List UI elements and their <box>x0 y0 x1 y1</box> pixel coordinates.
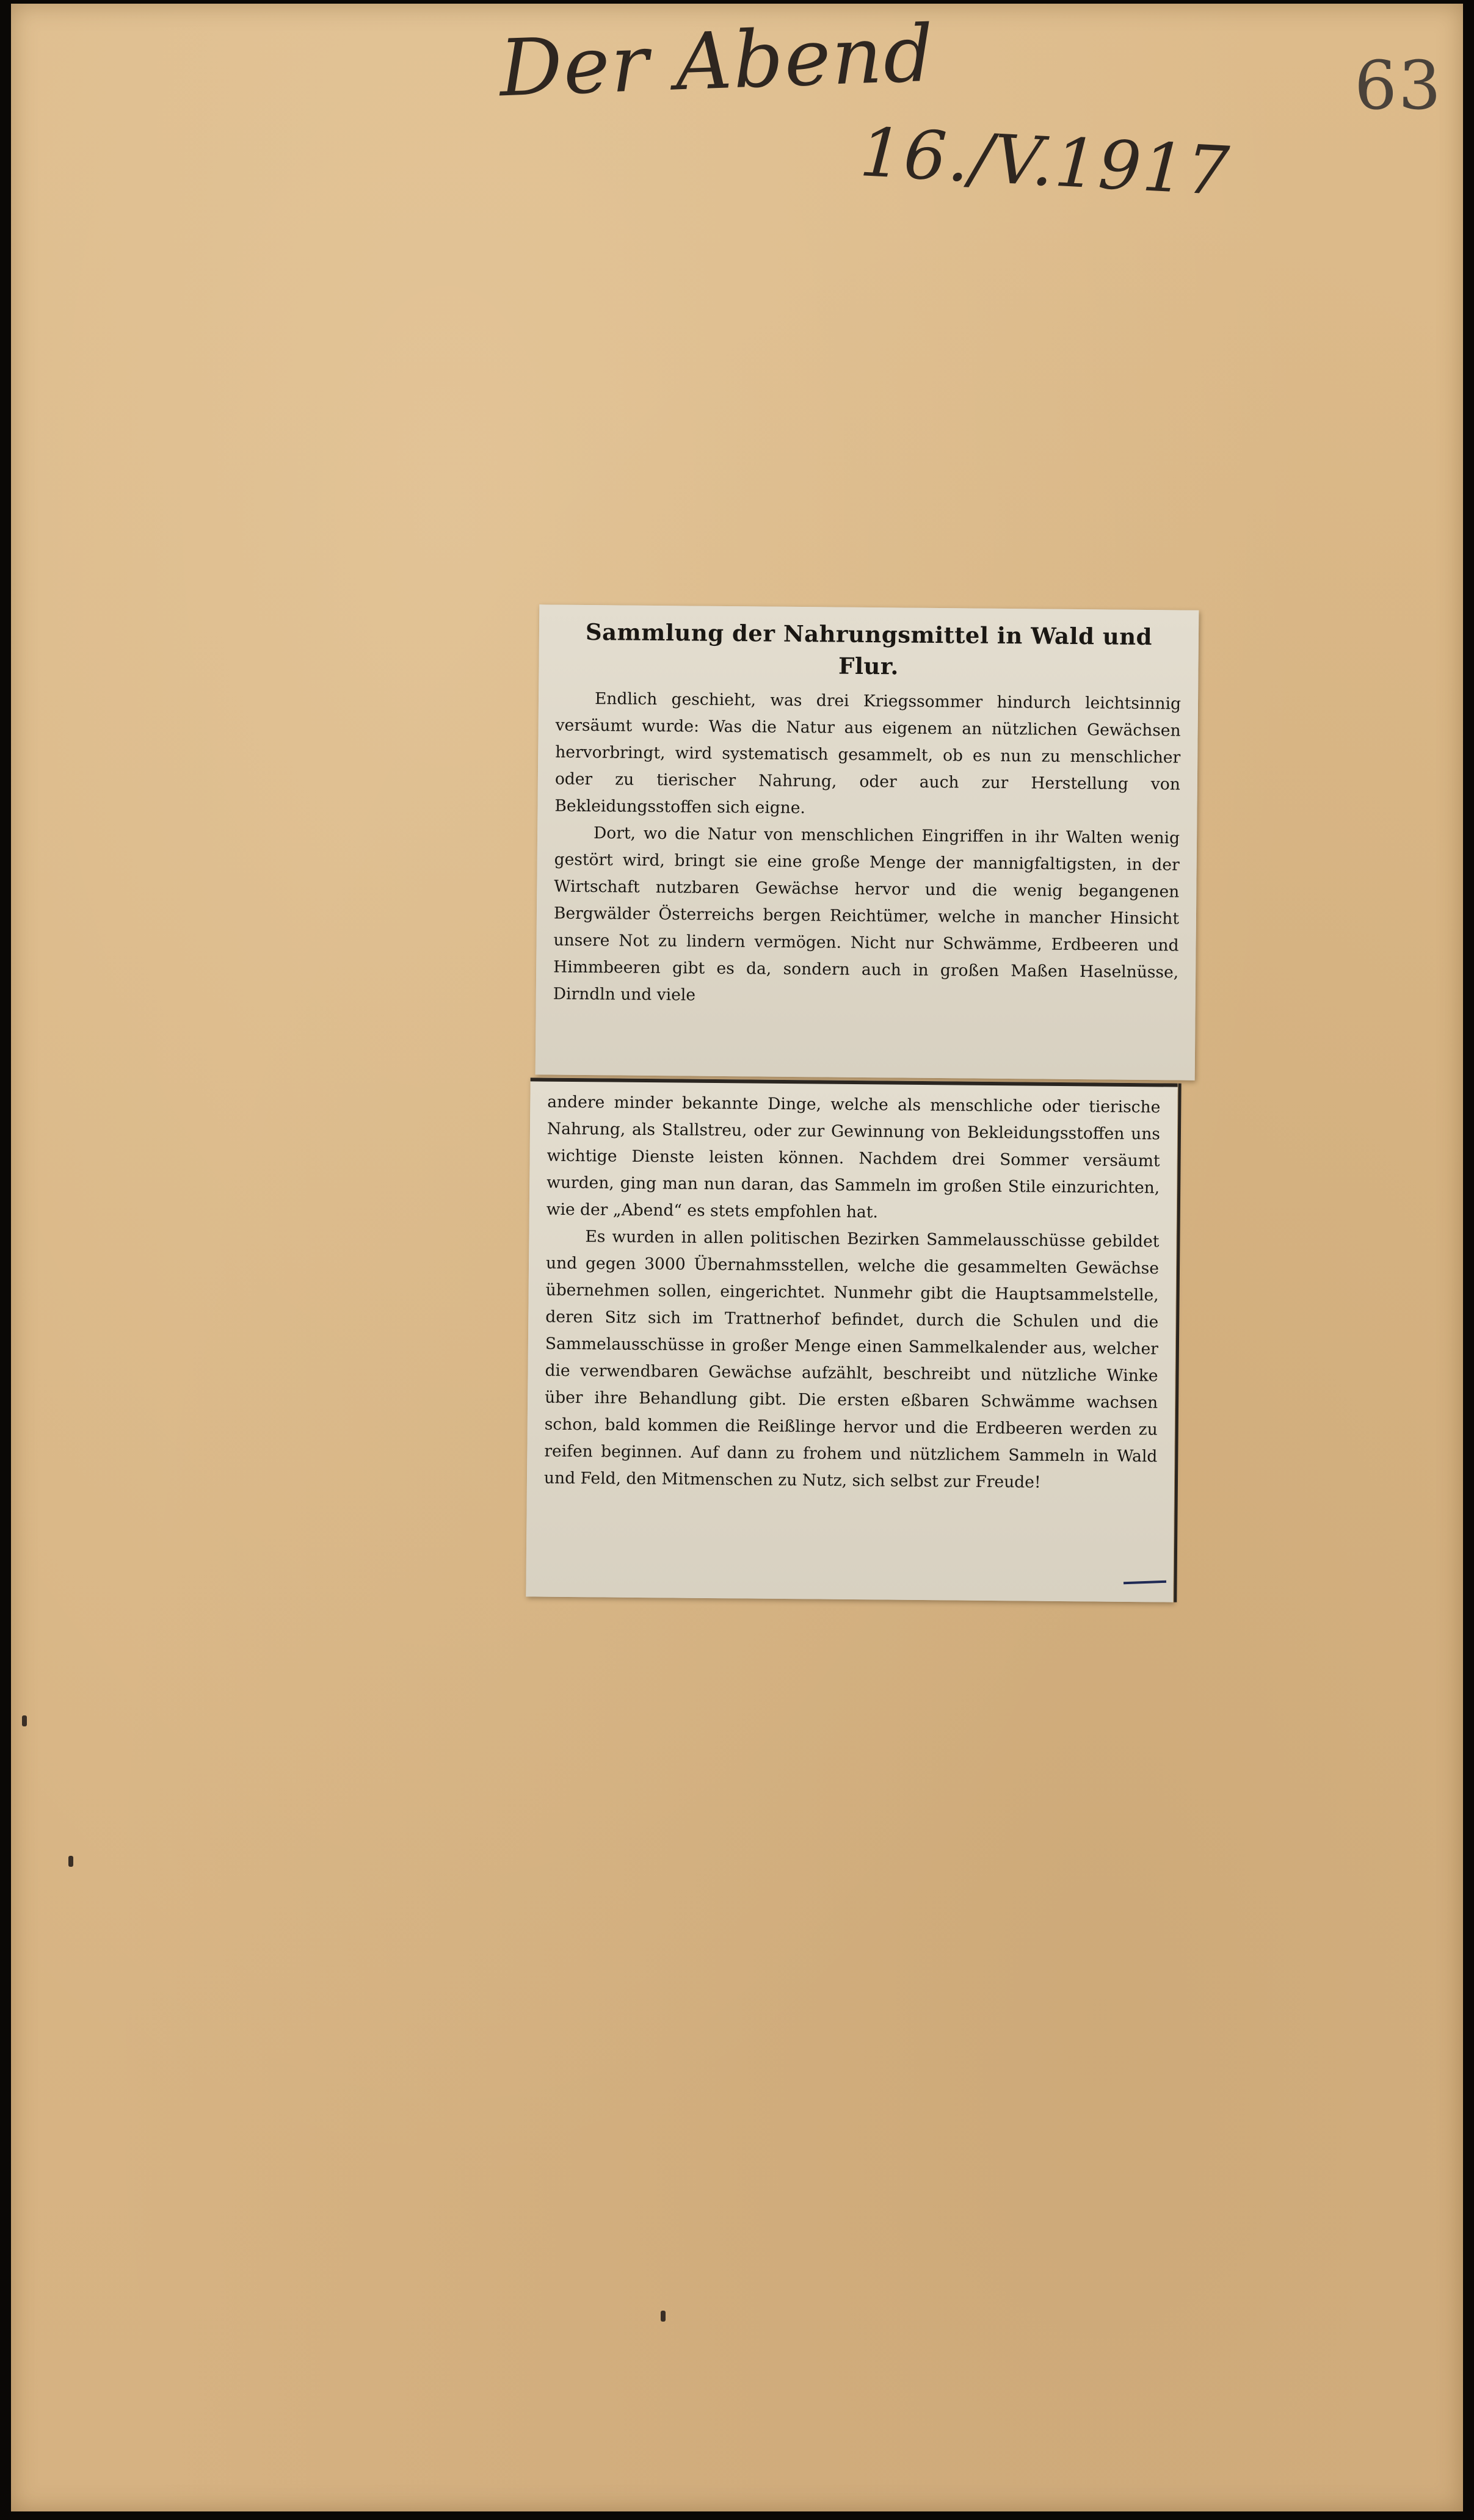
article-paragraph: Es wurden in allen politischen Bezirken Sammelausschüsse gebildet und gegen 3000 Übernahmsstellen, welche die gesammelten Gewächse übernehmen sollen, eingerichtet. Nunmehr gibt die Hauptsammelstelle, deren Sitz sich im Trattnerhof befindet, durch die Schulen und die Sammelausschüsse in großer Menge einen Sammelkalender aus, welcher die verwendbaren Gewächse aufzählt, beschreibt und nützliche Winke über ihre Behandlung gibt. Die ersten eßbaren Schwämme wachsen schon, bald kommen die Reißlinge hervor und die Erdbeeren werden zu reifen beginnen. Auf dann zu frohem und nützlichem Sammeln in Wald und Feld, den Mitmenschen zu Nutz, sich selbst zur Freude! <box>543 1227 1160 1492</box>
paper-blemish <box>68 1856 73 1867</box>
article-paragraph: Dort, wo die Natur von menschlichen Eingriffen in ihr Walten wenig gestört wird, bringt sie eine große Menge der mannigfaltigsten, in der Wirtschaft nutzbaren Gewächse hervor und die wenig begangenen Bergwälder Österreichs bergen Reichtümer, welche in mancher Hinsicht unsere Not zu lindern vermögen. Nicht nur Schwämme, Erdbeeren und Himmbeeren gibt es da, sondern auch in großen Maßen Haselnüsse, Dirndln und viele <box>553 824 1180 1005</box>
article-paragraph: andere minder bekannte Dinge, welche als menschliche oder tierische Nahrung, als Stallstreu, oder zur Gewinnung von Bekleidungsstoffen uns wichtige Dienste leisten können. Nachdem drei Sommer versäumt wurden, ging man nun daran, das Sammeln im großen Stile einzurichten, wie der „Abend“ es stets empfohlen hat. <box>546 1092 1161 1222</box>
handwritten-date-note: 16./V.1917 <box>858 113 1233 211</box>
paper-blemish <box>22 1715 27 1726</box>
article-title: Sammlung der Nahrungsmittel in Wald und Flur. <box>585 618 1153 680</box>
paper-blemish <box>661 2311 666 2322</box>
newspaper-clipping-part-1 <box>536 604 1199 1080</box>
newspaper-clipping-part-2 <box>526 1077 1177 1602</box>
article-paragraph: Endlich geschieht, was drei Kriegssommer hindurch leichtsinnig versäumt wurde: Was die Natur aus eigenem an nützlichen Gewächsen hervorbringt, wird systematisch gesammelt, ob es nun zu menschlicher oder zu tierischer Nahrung, oder auch zur Herstellung von Bekleidungsstoffen sich eigne. <box>554 689 1182 818</box>
handwritten-folio-number: 63 <box>1354 46 1442 125</box>
handwritten-source-note: Der Abend <box>498 8 937 115</box>
